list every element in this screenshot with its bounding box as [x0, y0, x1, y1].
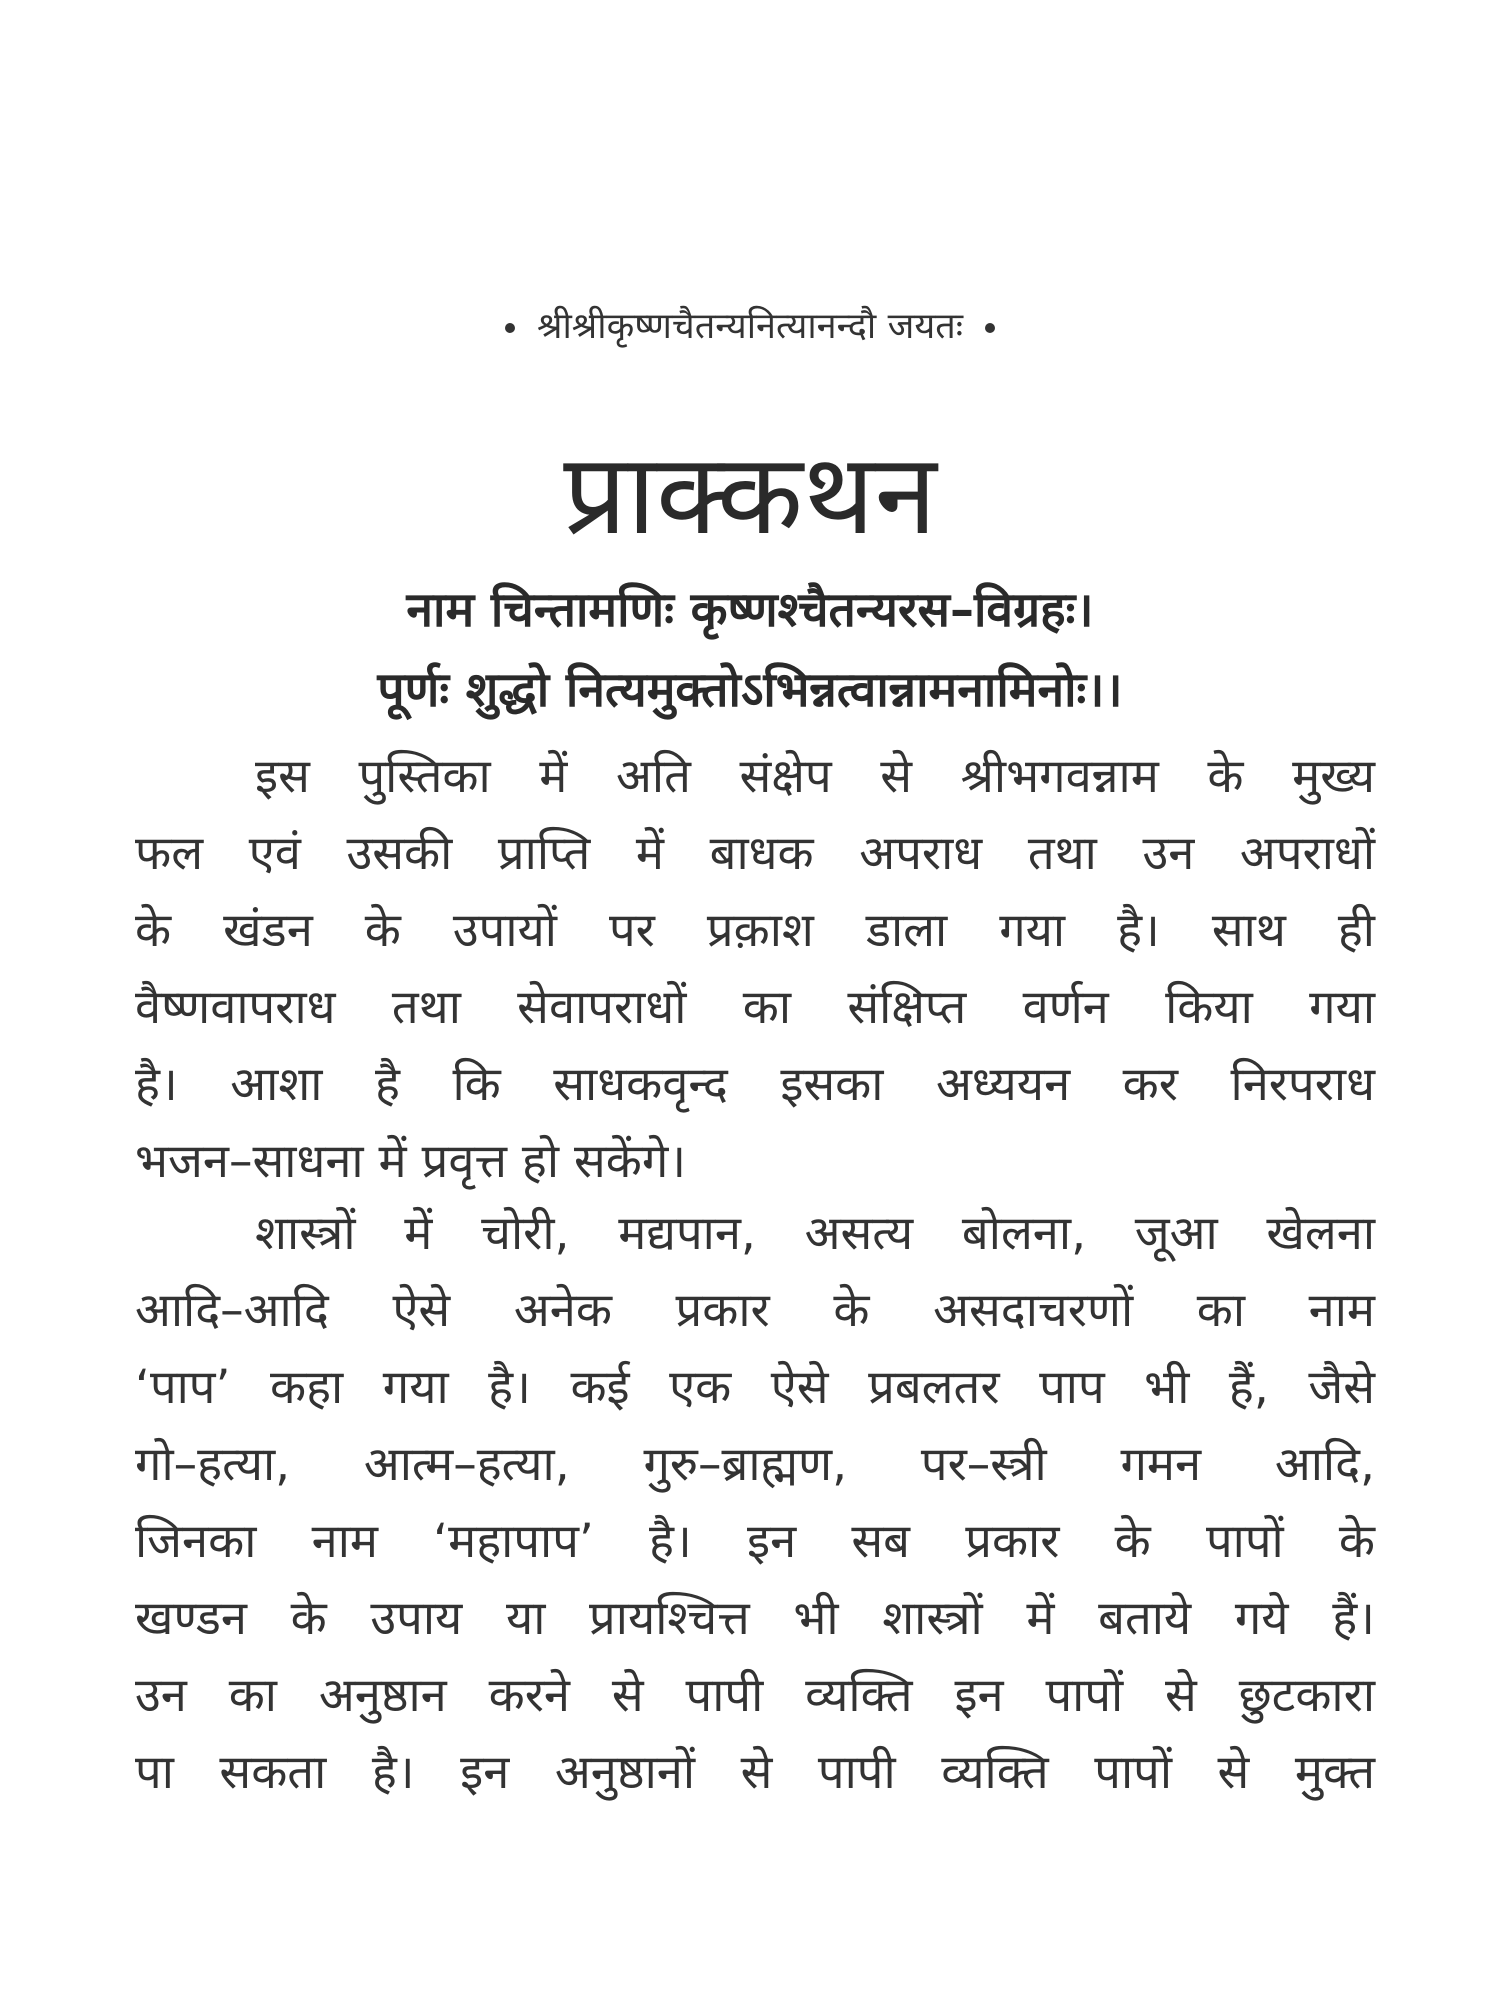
- paragraph-line: भजन–साधना में प्रवृत्त हो सकेंगे।: [135, 1134, 687, 1189]
- page-title: प्राक्कथन: [563, 430, 937, 560]
- paragraph-2: [135, 1195, 1375, 1811]
- paragraph-line: पा सकता है। इन अनुष्ठानों से पापी व्यक्ति पापों से मुक्त: [135, 1745, 1375, 1800]
- verse-line-1: नाम चिन्तामणिः कृष्णश्चैतन्यरस–विग्रहः।: [406, 582, 1094, 638]
- paragraph-line: गो–हत्या, आत्म–हत्या, गुरु–ब्राह्मण, पर–स्त्री गमन आदि,: [135, 1437, 1375, 1492]
- invocation-header: [0, 300, 1500, 349]
- paragraph-line: शास्त्रों में चोरी, मद्यपान, असत्य बोलना, जूआ खेलना: [255, 1206, 1375, 1261]
- paragraph-line: है। आशा है कि साधकवृन्द इसका अध्ययन कर निरपराध: [135, 1057, 1375, 1112]
- paragraph-line: उन का अनुष्ठान करने से पापी व्यक्ति इन पापों से छुटकारा: [135, 1668, 1375, 1723]
- verse-line-2: पूर्णः शुद्धो नित्यमुक्तोऽभिन्नत्वान्नामनामिनोः।।: [377, 662, 1123, 718]
- paragraph-line: आदि–आदि ऐसे अनेक प्रकार के असदाचरणों का नाम: [135, 1283, 1375, 1338]
- invocation-text: श्रीश्रीकृष्णचैतन्यनित्यानन्दौ जयतः: [536, 306, 964, 347]
- paragraph-line: खण्डन के उपाय या प्रायश्चित्त भी शास्त्रों में बताये गये हैं।: [135, 1591, 1375, 1646]
- paragraph-line: फल एवं उसकी प्राप्ति में बाधक अपराध तथा उन अपराधों: [135, 826, 1375, 881]
- paragraph-line: इस पुस्तिका में अति संक्षेप से श्रीभगवन्नाम के मुख्य: [255, 749, 1375, 804]
- paragraph-line: के खंडन के उपायों पर प्रक़ाश डाला गया है। साथ ही: [135, 903, 1375, 958]
- paragraph-line: वैष्णवापराध तथा सेवापराधों का संक्षिप्त वर्णन किया गया: [135, 980, 1375, 1035]
- paragraph-line: जिनका नाम ‘महापाप’ है। इन सब प्रकार के पापों के: [135, 1514, 1375, 1569]
- paragraph-line: ‘पाप’ कहा गया है। कई एक ऐसे प्रबलतर पाप भी हैं, जैसे: [135, 1360, 1375, 1415]
- paragraph-1: [135, 738, 1375, 1200]
- bullet-dot-left: [505, 323, 515, 333]
- bullet-dot-right: [985, 323, 995, 333]
